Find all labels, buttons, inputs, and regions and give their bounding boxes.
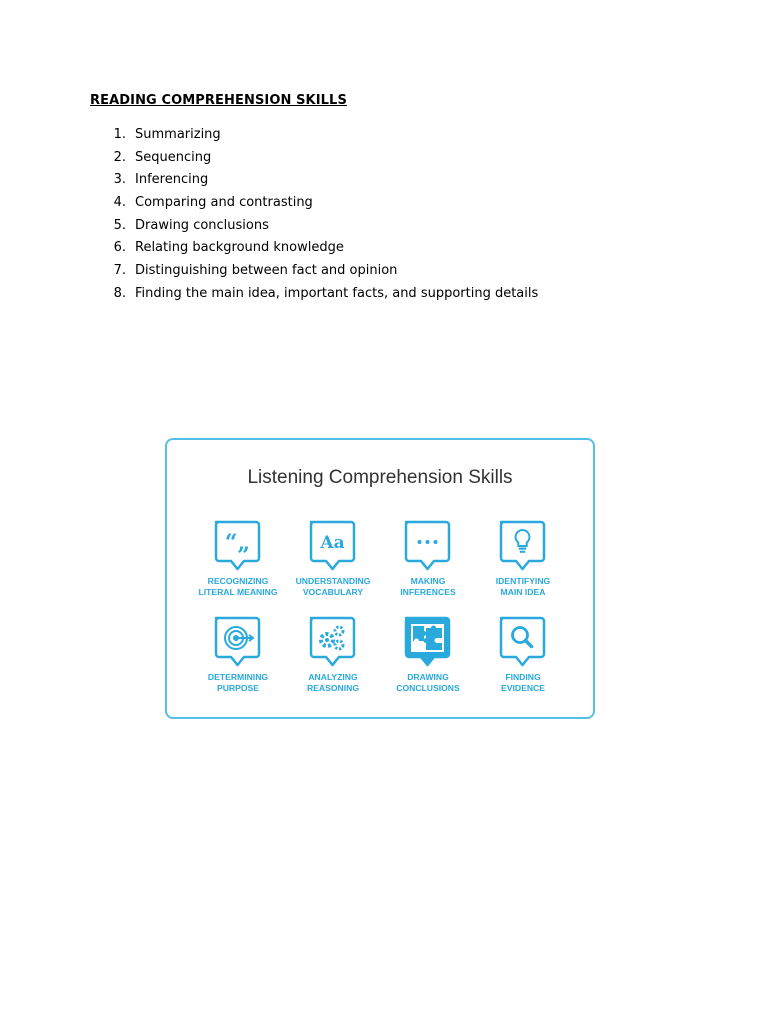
svg-text:“„: “„ bbox=[224, 530, 251, 556]
ellipsis-icon bbox=[402, 520, 454, 572]
skill-tile-determining-purpose bbox=[190, 616, 286, 693]
list-text: Inferencing bbox=[135, 172, 209, 188]
list-number: 5. bbox=[113, 217, 126, 233]
skill-label: IDENTIFYING MAIN IDEA bbox=[495, 576, 551, 597]
list-number: 1. bbox=[113, 127, 126, 142]
skill-label: DETERMINING PURPOSE bbox=[207, 672, 269, 693]
card-title: Listening Comprehension Skills bbox=[247, 467, 513, 488]
skill-tile-understanding-vocabulary bbox=[285, 520, 381, 597]
svg-text:Aa: Aa bbox=[320, 533, 345, 553]
skill-label: UNDERSTANDING VOCABULARY bbox=[295, 576, 371, 597]
skill-label: FINDING EVIDENCE bbox=[501, 672, 545, 693]
skill-tile-recognizing-literal-meaning bbox=[190, 520, 286, 597]
list-number: 3. bbox=[113, 172, 126, 188]
skill-tile-drawing-conclusions bbox=[380, 616, 476, 693]
list-number: 6. bbox=[113, 240, 126, 256]
list-text: Finding the main idea, important facts, and supporting details bbox=[135, 285, 539, 301]
document-heading: READING COMPREHENSION SKILLS bbox=[90, 93, 347, 108]
skill-label: DRAWING CONCLUSIONS bbox=[396, 672, 460, 693]
skill-tile-identifying-main-idea bbox=[475, 520, 571, 597]
magnifier-icon bbox=[497, 616, 549, 668]
quote-icon bbox=[212, 520, 264, 572]
list-text: Distinguishing between fact and opinion bbox=[135, 263, 398, 279]
skill-label: RECOGNIZING LITERAL MEANING bbox=[198, 576, 278, 597]
puzzle-icon bbox=[402, 616, 454, 668]
list-number: 4. bbox=[113, 195, 126, 211]
listening-skills-card bbox=[165, 438, 595, 719]
list-text: Comparing and contrasting bbox=[135, 195, 313, 211]
list-text: Sequencing bbox=[135, 149, 212, 165]
gears-icon bbox=[307, 616, 359, 668]
list-number: 7. bbox=[113, 263, 126, 279]
text-aa-icon bbox=[307, 520, 359, 572]
skill-tile-finding-evidence bbox=[475, 616, 571, 693]
skill-tile-making-inferences bbox=[380, 520, 476, 597]
list-number: 8. bbox=[113, 285, 126, 301]
list-text: Summarizing bbox=[135, 127, 221, 142]
skill-label: ANALYZING REASONING bbox=[306, 672, 360, 693]
list-number: 2. bbox=[113, 149, 126, 165]
list-text: Relating background knowledge bbox=[135, 240, 344, 256]
list-text: Drawing conclusions bbox=[135, 217, 269, 233]
target-icon bbox=[212, 616, 264, 668]
lightbulb-icon bbox=[497, 520, 549, 572]
skill-tile-analyzing-reasoning bbox=[285, 616, 381, 693]
skill-label: MAKING INFERENCES bbox=[400, 576, 456, 597]
